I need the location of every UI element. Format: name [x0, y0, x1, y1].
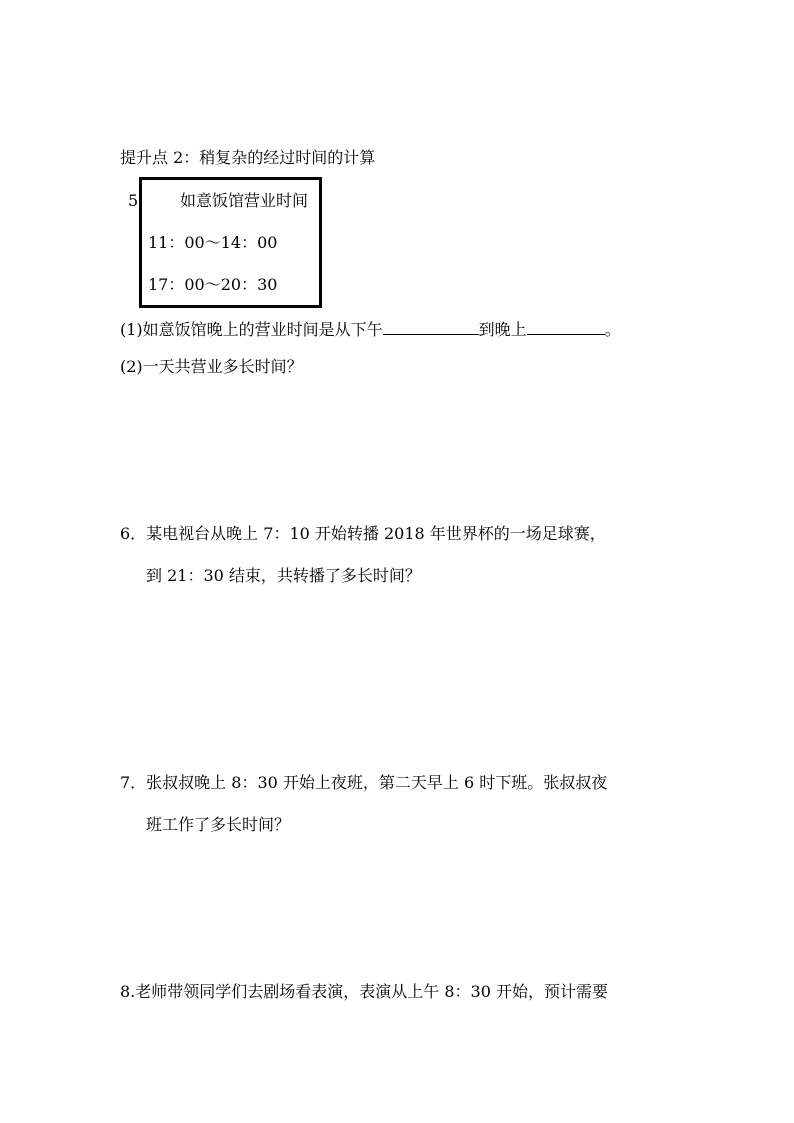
- question-6-line-2: 到 21：30 结束，共转播了多长时间？: [146, 566, 421, 585]
- section-title: 提升点 2：稍复杂的经过时间的计算: [120, 148, 376, 167]
- question-5-part-1-mid: 到晚上: [478, 320, 527, 339]
- question-5-part-2: (2)一天共营业多长时间？: [120, 357, 303, 376]
- answer-blank-start[interactable]: [383, 318, 479, 335]
- question-7-line-1: 7．张叔叔晚上 8：30 开始上夜班，第二天早上 6 时下班。张叔叔夜: [120, 773, 608, 792]
- answer-blank-end[interactable]: [527, 318, 605, 335]
- business-hours-row-1: 11：00～14：00: [148, 233, 278, 252]
- question-7-line-2: 班工作了多长时间？: [146, 815, 291, 834]
- question-5-number: 5: [128, 191, 139, 210]
- business-hours-title: 如意饭馆营业时间: [180, 191, 309, 210]
- question-5-part-1: [120, 318, 621, 340]
- question-5-part-1-end: 。: [604, 320, 621, 339]
- question-5-part-1-prefix: (1)如意饭馆晚上的营业时间是从下午: [120, 320, 383, 339]
- business-hours-row-2: 17：00～20：30: [148, 275, 278, 294]
- question-8-line-1: 8.老师带领同学们去剧场看表演，表演从上午 8：30 开始，预计需要: [120, 982, 608, 1001]
- question-6-line-1: 6．某电视台从晚上 7：10 开始转播 2018 年世界杯的一场足球赛，: [120, 524, 606, 543]
